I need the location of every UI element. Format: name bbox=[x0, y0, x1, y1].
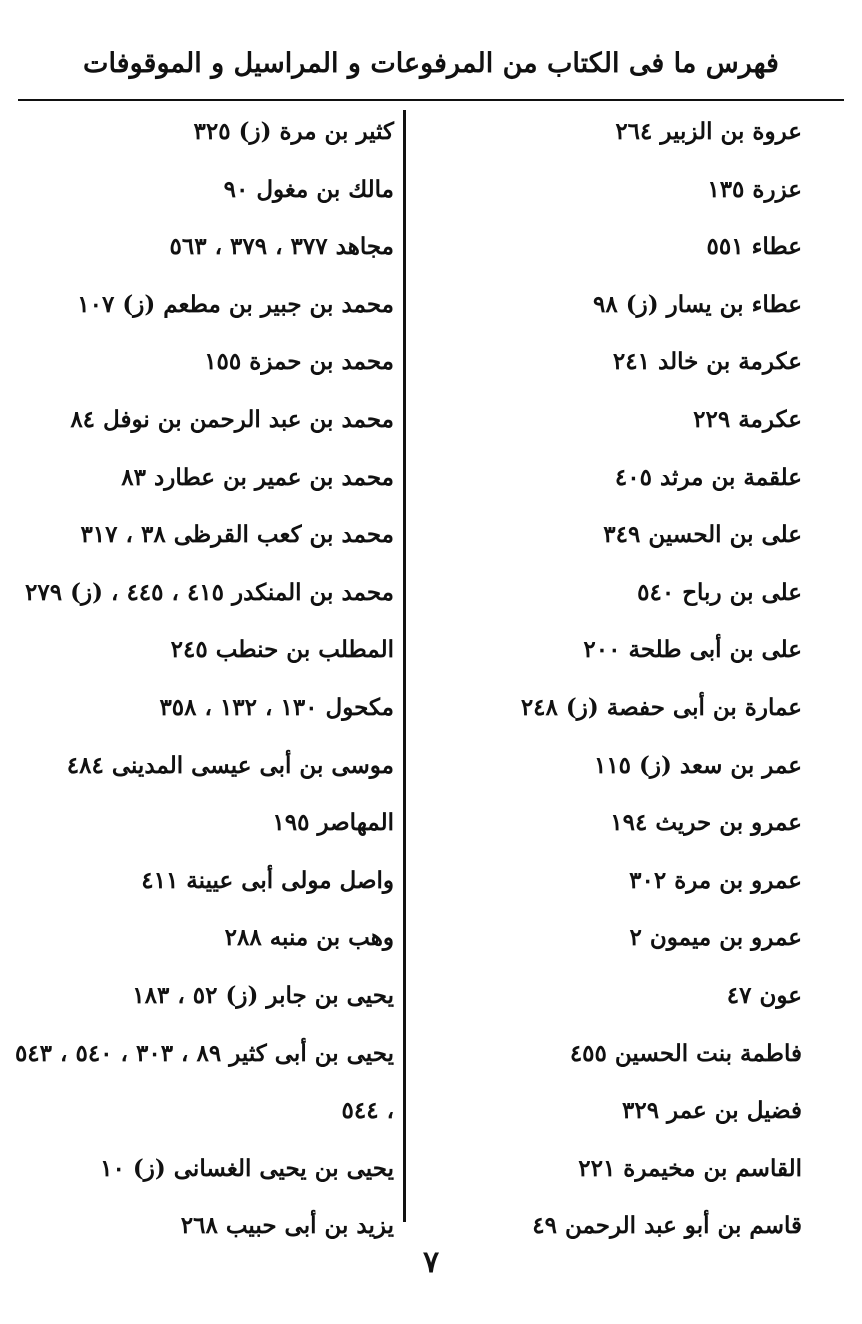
index-entry: محمد بن عمير بن عطارد ٨٣ bbox=[121, 463, 394, 491]
index-entry: وهب بن منبه ٢٨٨ bbox=[224, 924, 394, 952]
index-entry: مكحول ١٣٠ ، ١٣٢ ، ٣٥٨ bbox=[159, 693, 394, 721]
index-entry: محمد بن المنكدر ٤١٥ ، ٤٤٥ ، (ز) ٢٧٩ bbox=[25, 578, 394, 606]
index-entry: عكرمة ٢٢٩ bbox=[693, 405, 802, 433]
index-entry: مالك بن مغول ٩٠ bbox=[223, 175, 394, 203]
index-entry: عروة بن الزبير ٢٦٤ bbox=[615, 118, 802, 145]
index-entry: محمد بن عبد الرحمن بن نوفل ٨٤ bbox=[70, 405, 394, 433]
index-entry: يحيى بن يحيى الغسانى (ز) ١٠ bbox=[100, 1154, 394, 1182]
index-entry: يحيى بن أبى كثير ٨٩ ، ٣٠٣ ، ٥٤٠ ، ٥٤٣ bbox=[14, 1039, 394, 1067]
index-entry: فاطمة بنت الحسين ٤٥٥ bbox=[569, 1039, 802, 1067]
index-entry: عمرو بن ميمون ٢ bbox=[629, 924, 802, 952]
column-divider bbox=[403, 110, 406, 1222]
index-entry: مجاهد ٣٧٧ ، ٣٧٩ ، ٥٦٣ bbox=[169, 233, 394, 261]
index-entry: عمرو بن مرة ٣٠٢ bbox=[629, 866, 802, 894]
index-entry: كثير بن مرة (ز) ٣٢٥ bbox=[193, 118, 394, 145]
index-entry: محمد بن كعب القرظى ٣٨ ، ٣١٧ bbox=[80, 521, 394, 549]
index-entry: عمارة بن أبى حفصة (ز) ٢٤٨ bbox=[520, 693, 802, 721]
index-entry: على بن أبى طلحة ٢٠٠ bbox=[583, 636, 802, 664]
index-entry: يحيى بن جابر (ز) ٥٢ ، ١٨٣ bbox=[132, 981, 394, 1009]
index-entry: عون ٤٧ bbox=[726, 981, 802, 1009]
index-entry: محمد بن جبير بن مطعم (ز) ١٠٧ bbox=[77, 290, 394, 318]
index-entry: يزيد بن أبى حبيب ٢٦٨ bbox=[180, 1212, 394, 1240]
page-number: ٧ bbox=[422, 1245, 440, 1280]
index-entry: قاسم بن أبو عبد الرحمن ٤٩ bbox=[532, 1212, 802, 1240]
page-title: فهرس ما فى الكتاب من المرفوعات و المراسيل و الموقوفات bbox=[83, 48, 779, 79]
index-entry: المهاصر ١٩٥ bbox=[272, 809, 394, 837]
index-column-right bbox=[472, 109, 802, 1261]
index-entry: القاسم بن مخيمرة ٢٢١ bbox=[578, 1154, 802, 1182]
index-entry: على بن رباح ٥٤٠ bbox=[637, 578, 802, 606]
index-entry: موسى بن أبى عيسى المدينى ٤٨٤ bbox=[66, 751, 394, 779]
index-entry: على بن الحسين ٣٤٩ bbox=[603, 521, 802, 549]
index-entry: عطاء ٥٥١ bbox=[706, 233, 802, 261]
index-entry: عكرمة بن خالد ٢٤١ bbox=[612, 348, 802, 376]
index-entry: المطلب بن حنطب ٢٤٥ bbox=[170, 636, 394, 664]
index-entry: عطاء بن يسار (ز) ٩٨ bbox=[593, 290, 802, 318]
index-entry: فضيل بن عمر ٣٢٩ bbox=[621, 1097, 802, 1125]
header-rule bbox=[18, 99, 844, 101]
index-entry: عزرة ١٣٥ bbox=[707, 175, 802, 203]
index-entry: ، ٥٤٤ bbox=[341, 1097, 394, 1125]
index-entry: واصل مولى أبى عيينة ٤١١ bbox=[141, 866, 394, 894]
index-entry: عمر بن سعد (ز) ١١٥ bbox=[593, 751, 802, 779]
index-entry: عمرو بن حريث ١٩٤ bbox=[610, 809, 802, 837]
index-column-left bbox=[4, 109, 394, 1261]
index-entry: محمد بن حمزة ١٥٥ bbox=[204, 348, 394, 376]
index-entry: علقمة بن مرثد ٤٠٥ bbox=[614, 463, 802, 491]
